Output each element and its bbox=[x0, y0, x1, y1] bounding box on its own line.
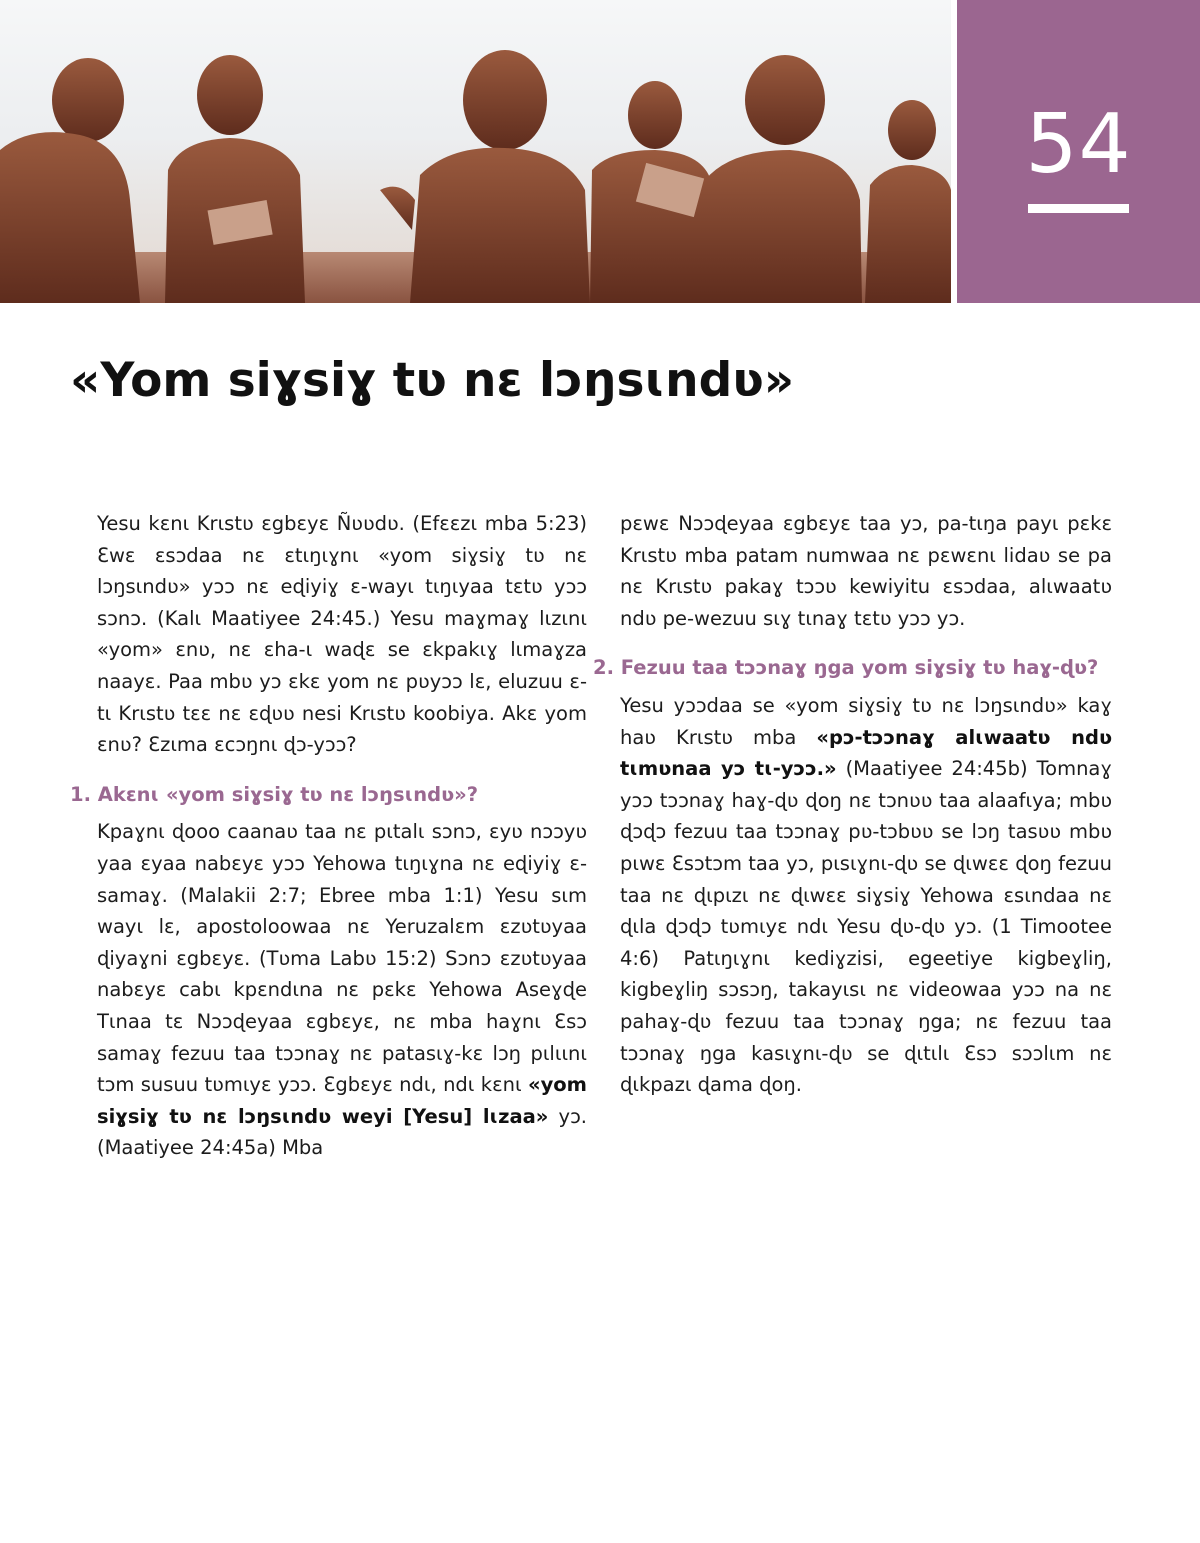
header-illustration bbox=[0, 0, 951, 303]
q2-bold-quote: «pɔ-tɔɔnaɣ alɩwaatʋ ndʋ tɩmʋnaa yɔ tɩ-yɔɔ.» bbox=[620, 725, 1113, 781]
question-2-paragraph bbox=[620, 690, 1112, 1101]
q1-text-a: Kpaɣnɩ ɖooo caanaʋ taa nɛ pɩtalɩ sɔnɔ, ɛyʋ nɔɔyʋ yaa ɛyaa nabɛyɛ yɔɔ Yehowa tɩŋɩɣna nɛ eɖiyiɣ ɛ-samaɣ. (Malakii 2:7; Ebree mba 1:1) Yesu sɩm wayɩ lɛ, apostoloowaa nɛ Yeruzalɛm ɛzʋtʋyaa ɖiyaɣni ɛgbɛyɛ. (Tʋma Labʋ 15:2) Sɔnɔ ɛzʋtʋyaa nabɛyɛ cabɩ kpɛndɩna nɛ pɛkɛ Yehowa Aseɣɖe Tɩnaa tɛ Nɔɔɖeyaa ɛgbɛyɛ, nɛ mba haɣnɩ Ɛsɔ samaɣ fezuu taa tɔɔnaɣ nɛ patasɩɣ-kɛ lɔŋ pɩlɩɩnɩ tɔm susuu tʋmɩyɛ yɔɔ. Ɛgbɛyɛ ndɩ, ndɩ kɛnɩ bbox=[97, 820, 587, 1097]
question-2-heading: 2. Fezuu taa tɔɔnaɣ ŋga yom siɣsiɣ tʋ haɣ-ɖʋ? bbox=[593, 656, 1099, 680]
q2-text-a: Yesu yɔɔdaa se «yom siɣsiɣ tʋ nɛ lɔŋsɩndʋ» kaɣ haʋ Krɩstʋ mba bbox=[620, 693, 1112, 749]
question-1-paragraph bbox=[97, 816, 587, 1164]
q1-bold-quote: «yom siɣsiɣ tʋ nɛ lɔŋsɩndʋ weyi [Yesu] lɩzaa» bbox=[97, 1073, 587, 1128]
lesson-number: 54 bbox=[1025, 97, 1132, 192]
page-title: «Yom siɣsiɣ tʋ nɛ lɔŋsɩndʋ» bbox=[70, 353, 795, 408]
q1-text-b-start: yɔ. (Maatiyee 24:45a) Mba bbox=[97, 1104, 587, 1160]
question-1-heading: 1. Akɛnɩ «yom siɣsiɣ tʋ nɛ lɔŋsɩndʋ»? bbox=[70, 782, 479, 806]
question-1-paragraph-continued: pɛwɛ Nɔɔɖeyaa ɛgbɛyɛ taa yɔ, pa-tɩŋa payɩ pɛkɛ Krɩstʋ mba patam numwaa nɛ pɛwɛnɩ lidaʋ se pa nɛ Krɩstʋ pakaɣ tɔɔʋ kewiyitu ɛsɔdaa, alɩwaatʋ ndʋ pe-wezuu sɩɣ tɩnaɣ tɛtʋ yɔɔ yɔ. bbox=[620, 512, 1112, 630]
q2-text-b: (Maatiyee 24:45b) Tomnaɣ yɔɔ tɔɔnaɣ haɣ-ɖʋ ɖoŋ nɛ tɔnʋʋ taa alaafɩya; mbʋ ɖɔɖɔ fezuu taa tɔɔnaɣ pʋ-tɔbʋʋ se lɔŋ tasʋʋ mbʋ pɩwɛ Ɛsɔtɔm taa yɔ, pɩsɩɣnɩ-ɖʋ se ɖɩwɛɛ ɖoŋ fezuu taa nɛ ɖɩpɩzɩ nɛ ɖɩwɛɛ siɣsiɣ Yehowa ɛsɩndaa nɛ ɖɩla ɖɔɖɔ tʋmɩyɛ ndɩ Yesu ɖʋ-ɖʋ yɔ. (1 Timootee 4:6) Patɩŋɩɣnɩ kediɣzisi, egeetiye kigbeɣliŋ, kigbeɣliŋ sɔsɔŋ, takayɩsɩ nɛ videowaa yɔɔ na nɛ pahaɣ-ɖʋ fezuu taa tɔɔnaɣ ŋga; nɛ fezuu taa tɔɔnaɣ ŋga kasɩɣnɩ-ɖʋ se ɖɩtɩlɩ Ɛsɔ sɔɔlɩm nɛ ɖɩkpazɩ ɖama ɖoŋ. bbox=[620, 757, 1112, 1097]
lesson-number-underline bbox=[1028, 204, 1129, 213]
meeting-silhouettes-image bbox=[0, 0, 951, 303]
intro-paragraph: Yesu kɛnɩ Krɩstʋ ɛgbɛyɛ Ñʋʋdʋ. (Efɛɛzɩ mba 5:23) Ɛwɛ ɛsɔdaa nɛ ɛtɩŋɩɣnɩ «yom siɣsiɣ tʋ nɛ lɔŋsɩndʋ» yɔɔ nɛ eɖiyiɣ ɛ-wayɩ tɩŋɩyaa tɛtʋ yɔɔ sɔnɔ. (Kalɩ Maatiyee 24:45.) Yesu maɣmaɣ lɩzɩnɩ «yom» ɛnʋ, nɛ ɛha-ɩ waɖɛ se ɛkpakɩɣ lɩmaɣza naayɛ. Paa mbʋ yɔ ɛkɛ yom nɛ pʋyɔɔ lɛ, eluzuu ɛ-tɩ Krɩstʋ tɛɛ nɛ ɛɖʋʋ nesi Krɩstʋ koobiya. Akɛ yom ɛnʋ? Ɛzɩma ɛcɔŋnɩ ɖɔ-yɔɔ? bbox=[97, 512, 587, 757]
left-column bbox=[70, 508, 587, 1164]
lesson-number-box bbox=[957, 0, 1200, 303]
right-column bbox=[593, 508, 1113, 1101]
